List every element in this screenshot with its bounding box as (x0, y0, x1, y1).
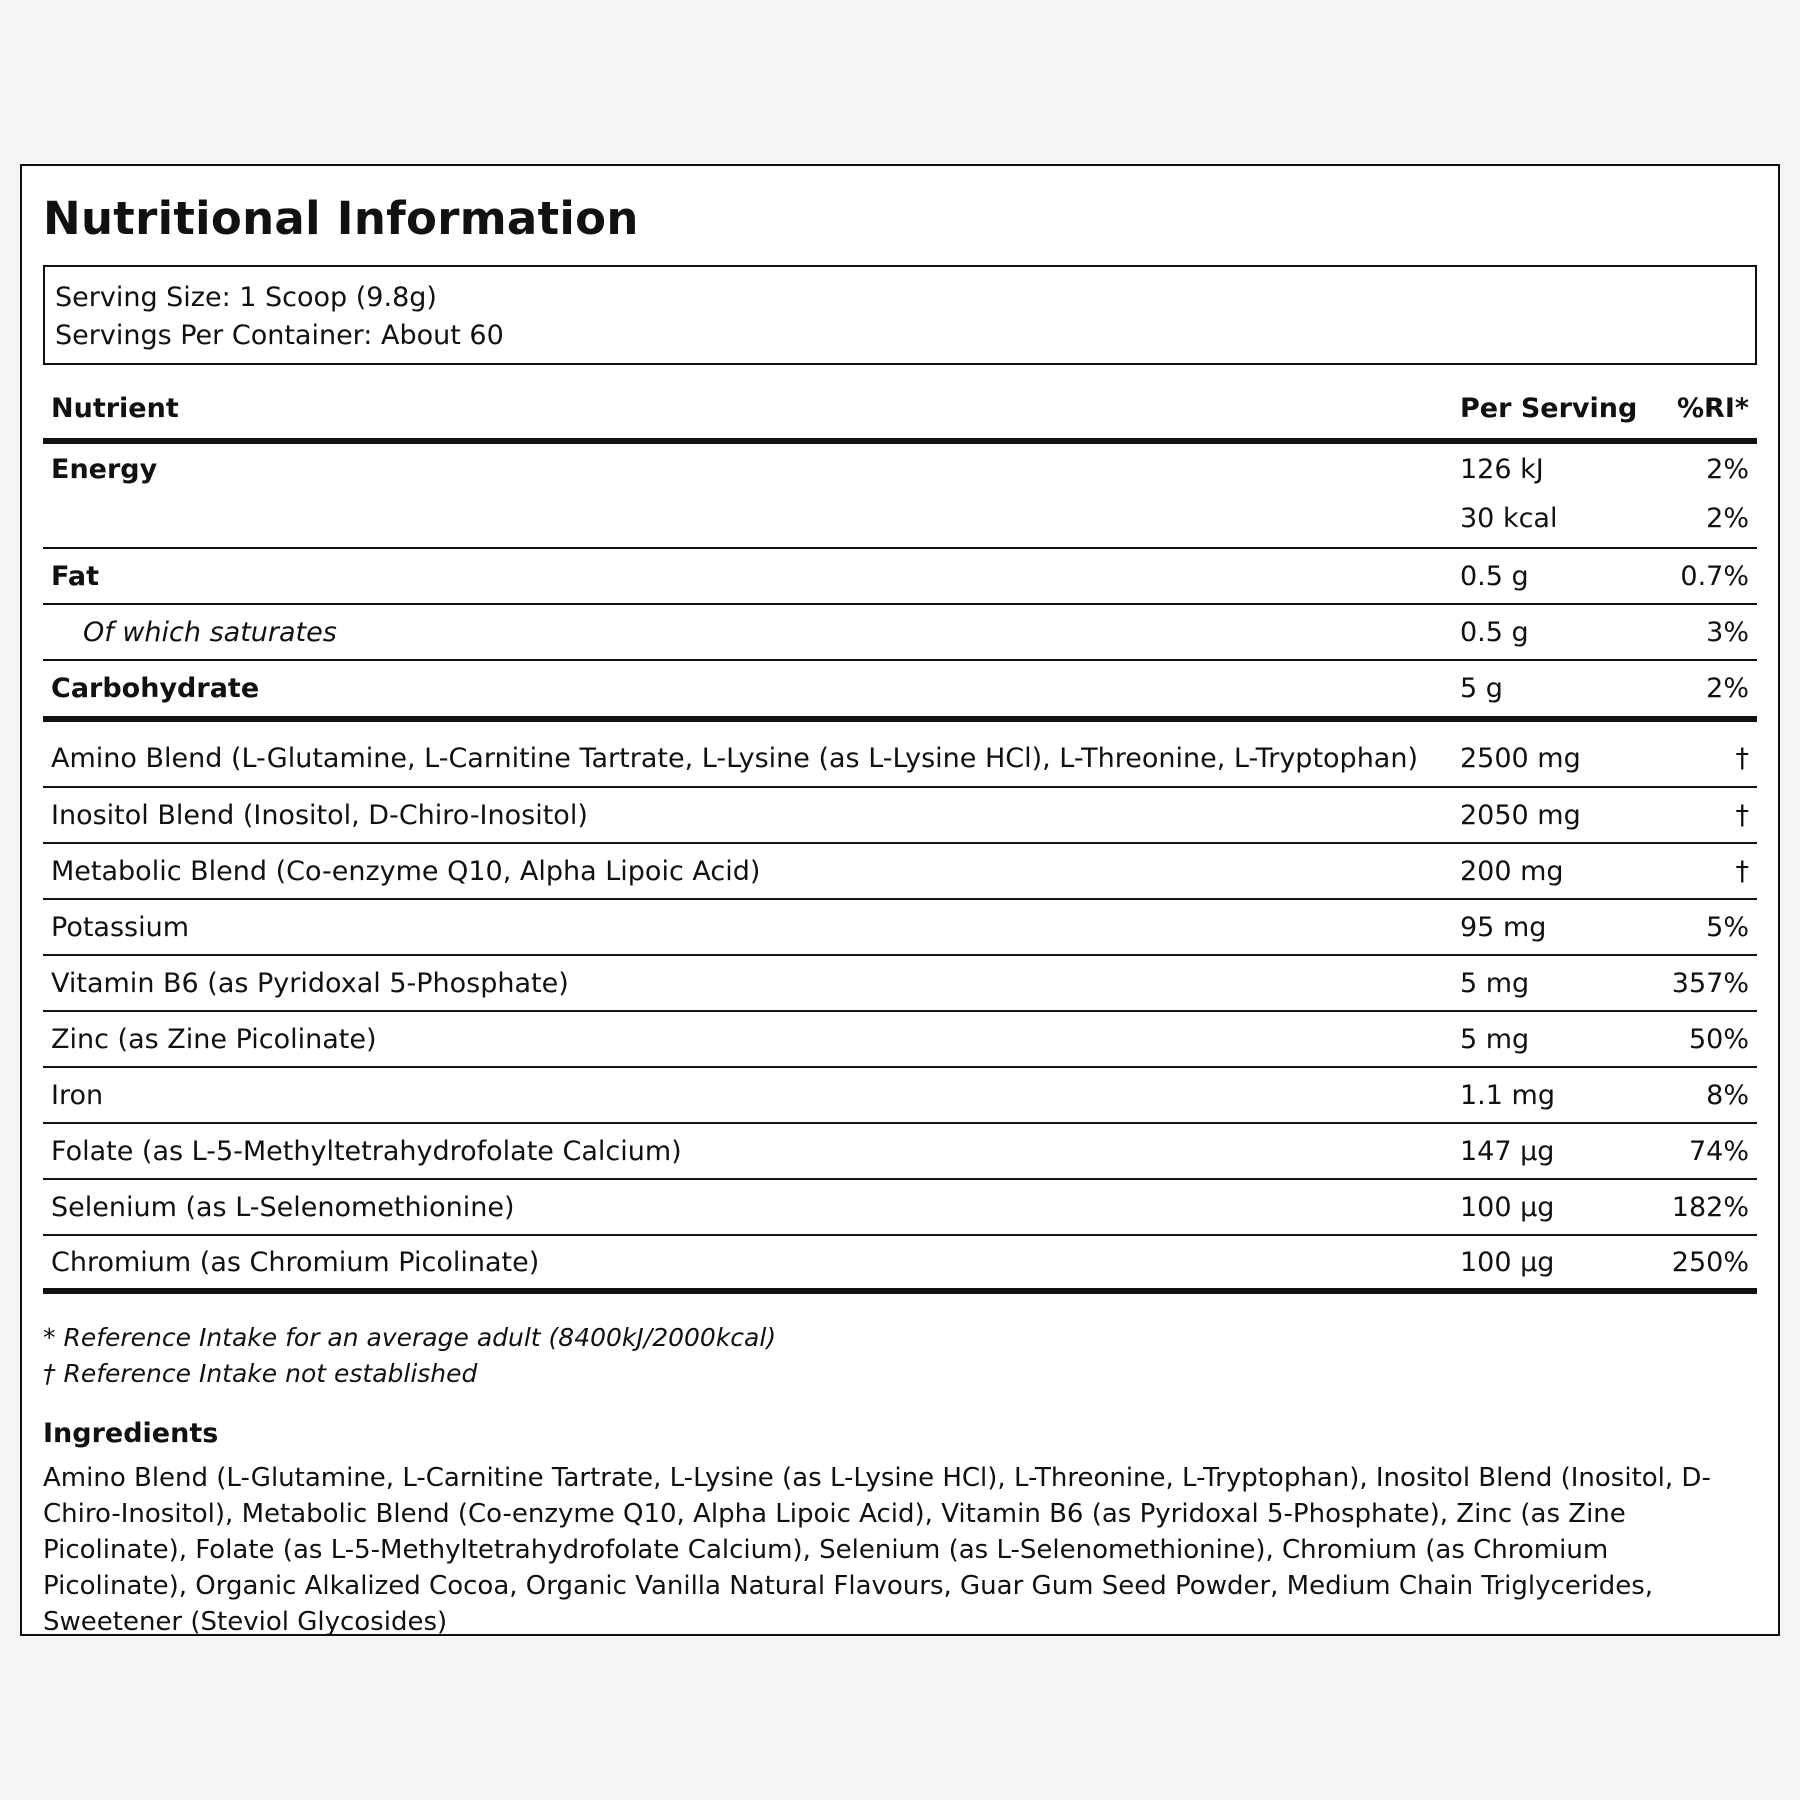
servings-per-container: Servings Per Container: About 60 (55, 320, 504, 351)
nutrient-amount: 5 mg (1452, 955, 1647, 1011)
nutrient-name: Selenium (as L-Selenomethionine) (43, 1179, 1452, 1235)
nutrient-amount: 5 g (1452, 660, 1647, 719)
table-row (43, 1011, 1757, 1067)
nutrient-amount: 5 mg (1452, 1011, 1647, 1067)
table-row-saturates (43, 604, 1757, 660)
nutrient-ri: 0.7% (1647, 548, 1757, 604)
nutrient-name: Zinc (as Zine Picolinate) (43, 1011, 1452, 1067)
table-row (43, 787, 1757, 843)
footnotes (43, 1320, 1757, 1392)
nutrient-ri: 3% (1647, 604, 1757, 660)
nutrient-ri: 50% (1647, 1011, 1757, 1067)
table-row (43, 719, 1757, 787)
nutrient-name: Iron (43, 1067, 1452, 1123)
nutrient-ri: 74% (1647, 1123, 1757, 1179)
nutrient-name: Energy (51, 454, 158, 485)
nutrient-name: Folate (as L-5-Methyltetrahydrofolate Calcium) (43, 1123, 1452, 1179)
table-row (43, 1067, 1757, 1123)
nutrition-label-panel (20, 164, 1780, 1636)
nutrient-amount: 147 µg (1452, 1123, 1647, 1179)
nutrient-ri: 2% (1647, 503, 1757, 548)
nutrient-name: Amino Blend (L-Glutamine, L-Carnitine Tartrate, L-Lysine (as L-Lysine HCl), L-Threonine, L-Tryptophan) (43, 719, 1452, 787)
nutrient-amount: 0.5 g (1452, 604, 1647, 660)
nutrient-ri: 182% (1647, 1179, 1757, 1235)
table-row (43, 899, 1757, 955)
table-header-row (43, 379, 1757, 441)
serving-info-box (43, 265, 1757, 365)
nutrient-amount: 0.5 g (1452, 548, 1647, 604)
nutrient-ri: † (1647, 787, 1757, 843)
nutrient-ri: 2% (1647, 660, 1757, 719)
header-nutrient: Nutrient (43, 379, 1452, 441)
nutrient-amount: 95 mg (1452, 899, 1647, 955)
table-row (43, 1123, 1757, 1179)
nutrient-name: Of which saturates (43, 604, 1452, 660)
nutrient-name: Vitamin B6 (as Pyridoxal 5-Phosphate) (43, 955, 1452, 1011)
serving-size: Serving Size: 1 Scoop (9.8g) (55, 282, 437, 313)
header-per-serving: Per Serving (1452, 379, 1647, 441)
label-title: Nutritional Information (43, 192, 639, 245)
nutrient-ri: 250% (1647, 1235, 1757, 1291)
nutrition-table (43, 379, 1757, 1294)
ingredients-text: Amino Blend (L-Glutamine, L-Carnitine Tartrate, L-Lysine (as L-Lysine HCl), L-Threonine, L-Tryptophan), Inositol Blend (Inositol, D-Chiro-Inositol), Metabolic Blend (Co-enzyme Q10, Alpha Lipoic Acid), Vitamin B6 (as Pyridoxal 5-Phosphate), Zinc (as Zine Picolinate), Folate (as L-5-Methyltetrahydrofolate Calcium), Selenium (as L-Selenomethionine), Chromium (as Chromium Picolinate), Organic Alkalized Cocoa, Organic Vanilla Natural Flavours, Guar Gum Seed Powder, Medium Chain Triglycerides, Sweetener (Steviol Glycosides) (43, 1463, 1711, 1637)
nutrient-name-empty (43, 503, 1452, 548)
header-ri: %RI* (1647, 379, 1757, 441)
footnote-ri: * Reference Intake for an average adult (8400kJ/2000kcal) (43, 1323, 777, 1352)
nutrient-ri: 8% (1647, 1067, 1757, 1123)
table-row (43, 1179, 1757, 1235)
nutrient-amount: 30 kcal (1452, 503, 1647, 548)
table-row (43, 955, 1757, 1011)
nutrient-name: Chromium (as Chromium Picolinate) (43, 1235, 1452, 1291)
nutrient-ri: 2% (1706, 454, 1749, 485)
table-row-energy-kcal (43, 503, 1757, 548)
table-row (43, 843, 1757, 899)
nutrient-name: Potassium (43, 899, 1452, 955)
nutrient-ri: † (1647, 719, 1757, 787)
nutrient-amount: 126 kJ (1460, 454, 1544, 485)
nutrient-name: Inositol Blend (Inositol, D-Chiro-Inositol) (43, 787, 1452, 843)
nutrient-name: Carbohydrate (43, 660, 1452, 719)
nutrient-ri: 357% (1647, 955, 1757, 1011)
nutrient-name: Metabolic Blend (Co-enzyme Q10, Alpha Lipoic Acid) (43, 843, 1452, 899)
nutrient-name: Fat (43, 548, 1452, 604)
nutrient-amount: 200 mg (1452, 843, 1647, 899)
nutrient-amount: 100 µg (1452, 1235, 1647, 1291)
nutrient-amount: 2500 mg (1452, 719, 1647, 787)
ingredients-heading: Ingredients (43, 1418, 219, 1449)
table-row-carbohydrate (43, 660, 1757, 719)
table-row-energy-kj (43, 441, 1757, 503)
footnote-not-established: † Reference Intake not established (43, 1359, 478, 1388)
nutrient-amount: 1.1 mg (1452, 1067, 1647, 1123)
nutrient-ri: † (1647, 843, 1757, 899)
table-row-fat (43, 548, 1757, 604)
table-row (43, 1235, 1757, 1291)
nutrient-amount: 100 µg (1452, 1179, 1647, 1235)
nutrient-ri: 5% (1647, 899, 1757, 955)
nutrient-amount: 2050 mg (1452, 787, 1647, 843)
